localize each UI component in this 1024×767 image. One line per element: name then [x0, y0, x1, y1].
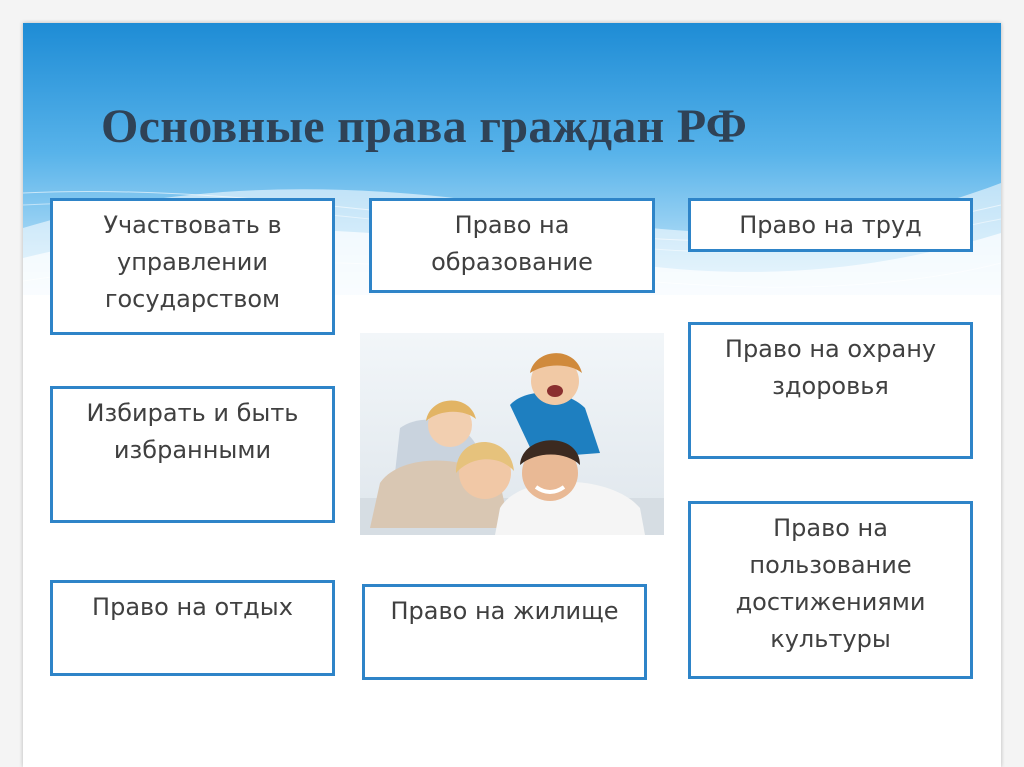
family-photo: [360, 333, 664, 535]
right-health-text: Право на охрану здоровья: [724, 335, 937, 400]
right-culture-text: Право на пользование достижениями культуры: [735, 514, 926, 653]
right-education-box: [369, 198, 655, 293]
right-labor-box: [688, 198, 973, 252]
right-labor-text: Право на труд: [739, 211, 922, 239]
right-rest-box: [50, 580, 335, 676]
slide-title: Основные права граждан РФ: [101, 100, 748, 153]
right-health-box: [688, 322, 973, 459]
right-culture-box: [688, 501, 973, 679]
right-participate-text: Участвовать в управлении государством: [103, 211, 282, 313]
right-housing-text: Право на жилище: [390, 597, 619, 625]
right-participate-box: [50, 198, 335, 335]
family-photo-image: [360, 333, 664, 535]
right-rest-text: Право на отдых: [92, 593, 293, 621]
right-education-text: Право на образование: [431, 211, 593, 276]
right-housing-box: [362, 584, 647, 680]
right-vote-text: Избирать и быть избранными: [86, 399, 299, 464]
right-vote-box: [50, 386, 335, 523]
